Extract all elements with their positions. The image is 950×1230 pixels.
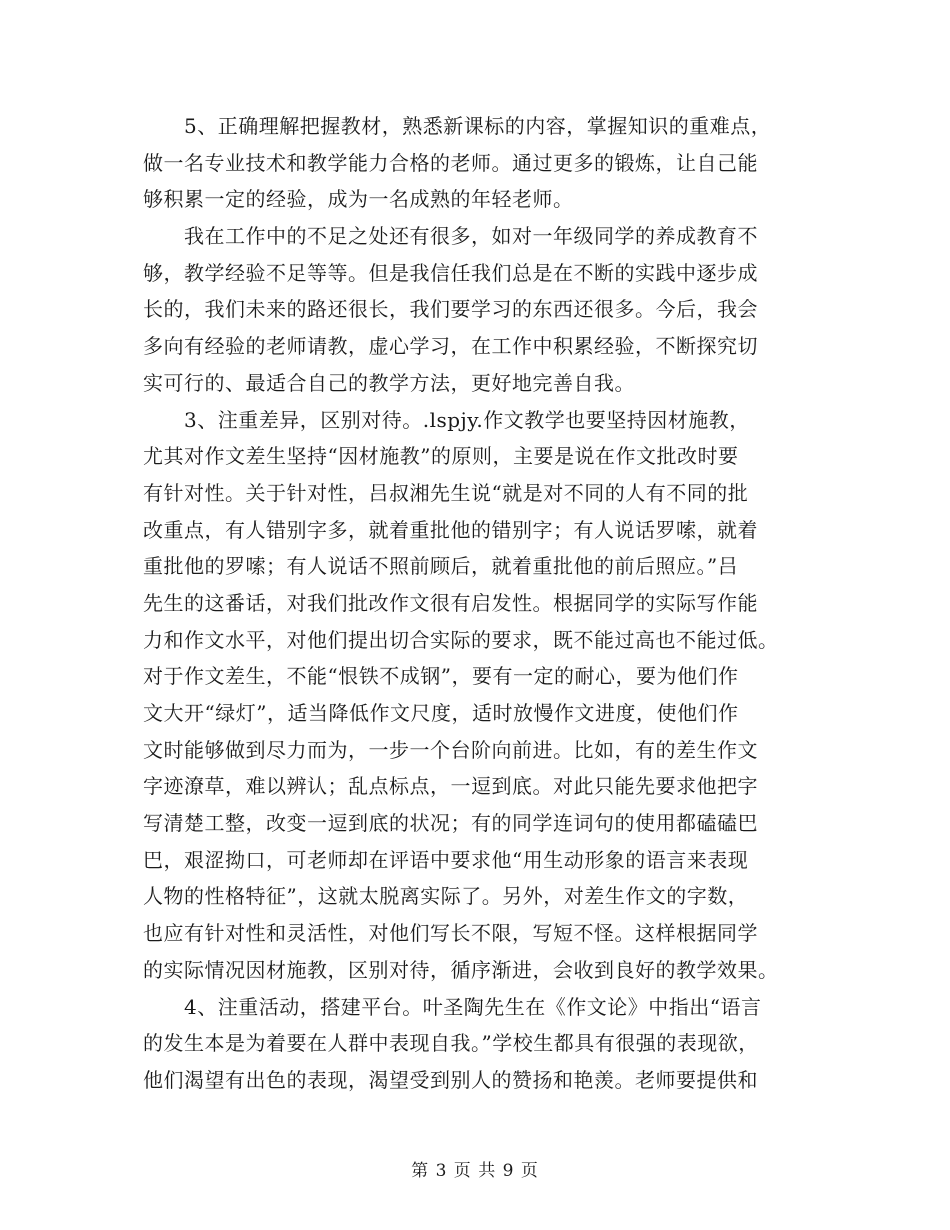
- text-line: 力和作文水平，对他们提出切合实际的要求，既不能过高也不能过低。: [143, 627, 779, 652]
- text-line: 的实际情况因材施教，区别对待，循序渐进，会收到良好的教学效果。: [143, 957, 779, 982]
- text-line: 我在工作中的不足之处还有很多，如对一年级同学的养成教育不: [143, 224, 758, 249]
- text-line: 他们渴望有出色的表现，渴望受到别人的赞扬和艳羡。老师要提供和: [143, 1067, 758, 1092]
- text-line: 写清楚工整，改变一逗到底的状况；有的同学连词句的使用都磕磕巴: [143, 811, 758, 836]
- text-line: 文时能够做到尽力而为，一步一个台阶向前进。比如，有的差生作文: [143, 737, 758, 762]
- text-line: 尤其对作文差生坚持“因材施教”的原则，主要是说在作文批改时要: [143, 444, 739, 469]
- text-line: 有针对性。关于针对性，吕叔湘先生说“就是对不同的人有不同的批: [143, 480, 749, 505]
- text-line: 先生的这番话，对我们批改作文很有启发性。根据同学的实际写作能: [143, 590, 758, 615]
- text-line: 字迹潦草，难以辨认；乱点标点，一逗到底。对此只能先要求他把字: [143, 774, 758, 799]
- text-line: 的发生本是为着要在人群中表现自我。”学校生都具有很强的表现欲，: [143, 1031, 759, 1056]
- text-line: 改重点，有人错别字多，就着重批他的错别字；有人说话罗嗦，就着: [143, 517, 758, 542]
- page-number-footer: 第 3 页 共 9 页: [411, 1161, 539, 1181]
- text-line: 重批他的罗嗦；有人说话不照前顾后，就着重批他的前后照应。”吕: [143, 554, 739, 579]
- text-line: 文大开“绿灯”，适当降低作文尺度，适时放慢作文进度，使他们作: [143, 701, 739, 725]
- text-line: 够积累一定的经验，成为一名成熟的年轻老师。: [143, 187, 574, 212]
- text-line: 人物的性格特征”，这就太脱离实际了。另外，对差生作文的字数，: [143, 884, 749, 909]
- text-line: 对于作文差生，不能“恨铁不成钢”，要有一定的耐心，要为他们作: [143, 664, 739, 689]
- text-line: 多向有经验的老师请教，虚心学习，在工作中积累经验，不断探究切: [143, 334, 758, 359]
- text-line: 5、正确理解把握教材，熟悉新课标的内容，掌握知识的重难点，: [143, 114, 772, 138]
- text-line: 实可行的、最适合自己的教学方法，更好地完善自我。: [143, 370, 635, 395]
- text-line: 4、注重活动，搭建平台。叶圣陶先生在《作文论》中指出“语言: [143, 994, 762, 1019]
- text-line: 做一名专业技术和教学能力合格的老师。通过更多的锻炼，让自己能: [143, 150, 758, 175]
- document-body: [143, 108, 807, 1099]
- text-line: 也应有针对性和灵活性，对他们写长不限，写短不怪。这样根据同学: [143, 921, 758, 946]
- text-line: 长的，我们未来的路还很长，我们要学习的东西还很多。今后，我会: [143, 297, 758, 322]
- text-line: 够，教学经验不足等等。但是我信任我们总是在不断的实践中逐步成: [143, 260, 758, 285]
- text-line: 3、注重差异，区别对待。.lspjy.作文教学也要坚持因材施教，: [143, 407, 750, 432]
- text-line: 巴，艰涩拗口，可老师却在评语中要求他“用生动形象的语言来表现: [143, 847, 749, 872]
